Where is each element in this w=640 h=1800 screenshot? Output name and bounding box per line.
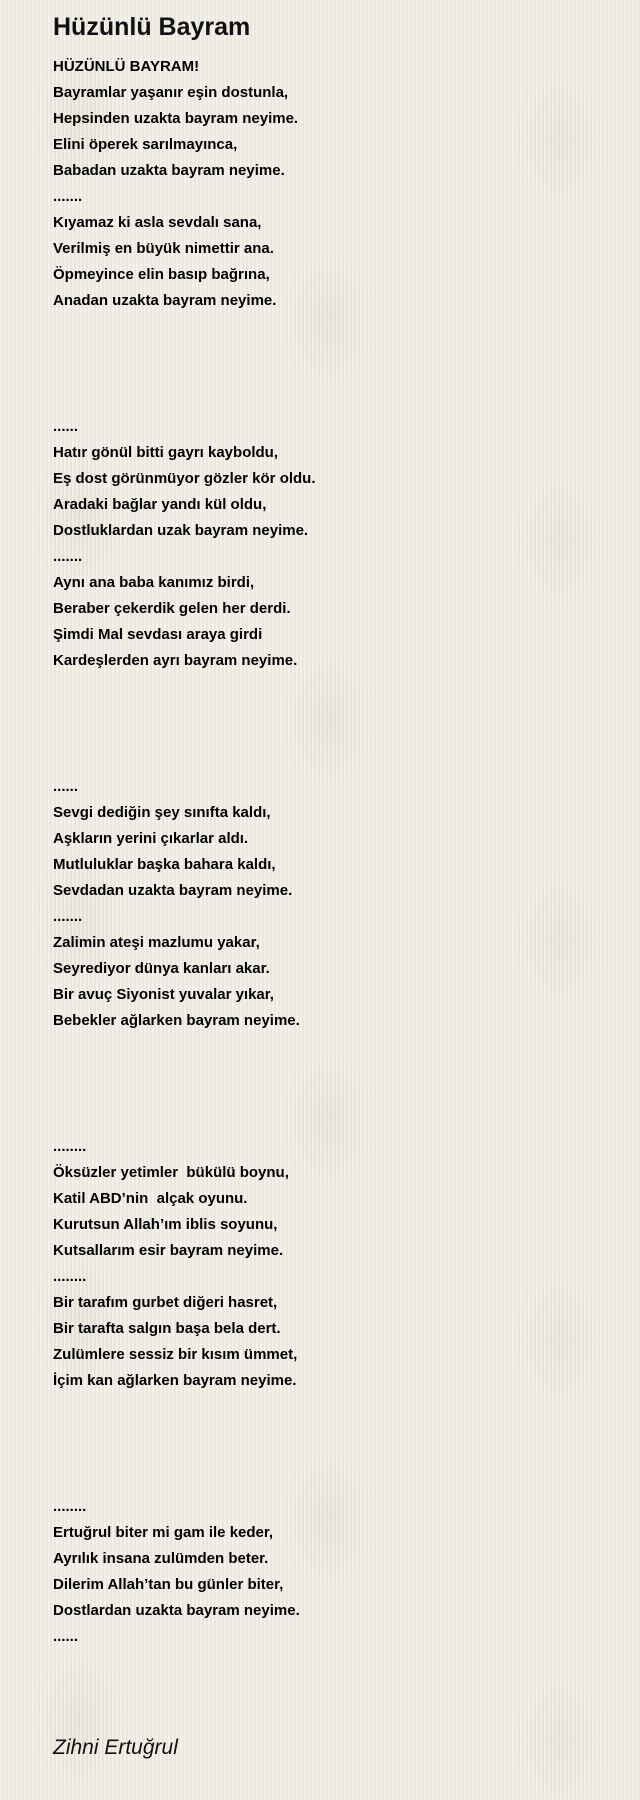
poem-line: ...... <box>53 418 79 435</box>
author-signature: Zihni Ertuğrul <box>53 1736 178 1759</box>
poem-line: Kurutsun Allah’ım iblis soyunu, <box>53 1216 278 1233</box>
stanza-spacer <box>53 1034 613 1134</box>
poem-line: Kıyamaz ki asla sevdalı sana, <box>53 214 262 231</box>
stanza-spacer <box>53 1394 613 1494</box>
stanza-block <box>53 54 613 314</box>
poem-line: Sevdadan uzakta bayram neyime. <box>53 882 293 899</box>
poem-line: Verilmiş en büyük nimettir ana. <box>53 240 274 257</box>
poem-line: Bir tarafta salgın başa bela dert. <box>53 1320 281 1337</box>
stanza-spacer <box>53 674 613 774</box>
poem-line: Bir tarafım gurbet diğeri hasret, <box>53 1294 278 1311</box>
poem-line: ........ <box>53 1138 87 1155</box>
poem-line: Zulümlere sessiz bir kısım ümmet, <box>53 1346 298 1363</box>
poem-line: Mutluluklar başka bahara kaldı, <box>53 856 276 873</box>
poem-line: Aşkların yerini çıkarlar aldı. <box>53 830 249 847</box>
poem-line: Bir avuç Siyonist yuvalar yıkar, <box>53 986 274 1003</box>
poem-line: Dostlardan uzakta bayram neyime. <box>53 1602 300 1619</box>
poem-line: Elini öperek sarılmayınca, <box>53 136 238 153</box>
poem-line: Ertuğrul biter mi gam ile keder, <box>53 1524 274 1541</box>
poem-line: Beraber çekerdik gelen her derdi. <box>53 600 291 617</box>
poem-title: Hüzünlü Bayram <box>53 13 251 41</box>
poem-line: Dostluklardan uzak bayram neyime. <box>53 522 309 539</box>
poem-line: Bebekler ağlarken bayram neyime. <box>53 1012 300 1029</box>
poem-line: Hatır gönül bitti gayrı kayboldu, <box>53 444 279 461</box>
poem-line: Anadan uzakta bayram neyime. <box>53 292 277 309</box>
poem-page <box>53 10 613 1650</box>
poem-line: Sevgi dediğin şey sınıfta kaldı, <box>53 804 271 821</box>
poem-line: Bayramlar yaşanır eşin dostunla, <box>53 84 289 101</box>
poem-line: Ayrılık insana zulümden beter. <box>53 1550 269 1567</box>
poem-line: Zalimin ateşi mazlumu yakar, <box>53 934 260 951</box>
poem-line: Kardeşlerden ayrı bayram neyime. <box>53 652 298 669</box>
stanza-block <box>53 774 613 1034</box>
poem-line: İçim kan ağlarken bayram neyime. <box>53 1372 297 1389</box>
poem-line: Eş dost görünmüyor gözler kör oldu. <box>53 470 316 487</box>
stanza-block <box>53 414 613 674</box>
poem-line: Seyrediyor dünya kanları akar. <box>53 960 270 977</box>
poem-line: ....... <box>53 188 83 205</box>
poem-line: Şimdi Mal sevdası araya girdi <box>53 626 263 643</box>
poem-line: ...... <box>53 778 79 795</box>
poem-line: Katil ABD’nin alçak oyunu. <box>53 1190 248 1207</box>
poem-line: Kutsallarım esir bayram neyime. <box>53 1242 284 1259</box>
poem-line: ...... <box>53 1628 79 1645</box>
poem-line: Babadan uzakta bayram neyime. <box>53 162 285 179</box>
stanza-spacer <box>53 314 613 414</box>
poem-line: Öpmeyince elin basıp bağrına, <box>53 266 270 283</box>
poem-body <box>53 54 613 1650</box>
poem-line: Dilerim Allah’tan bu günler biter, <box>53 1576 284 1593</box>
poem-line: Öksüzler yetimler bükülü boynu, <box>53 1164 289 1181</box>
poem-line: ........ <box>53 1268 87 1285</box>
poem-line: Hepsinden uzakta bayram neyime. <box>53 110 299 127</box>
poem-line: ....... <box>53 548 83 565</box>
stanza-block <box>53 1134 613 1394</box>
poem-line: Aynı ana baba kanımız birdi, <box>53 574 255 591</box>
stanza-block <box>53 1494 613 1650</box>
poem-line: ........ <box>53 1498 87 1515</box>
poem-line: HÜZÜNLÜ BAYRAM! <box>53 58 200 75</box>
poem-line: ....... <box>53 908 83 925</box>
poem-line: Aradaki bağlar yandı kül oldu, <box>53 496 267 513</box>
